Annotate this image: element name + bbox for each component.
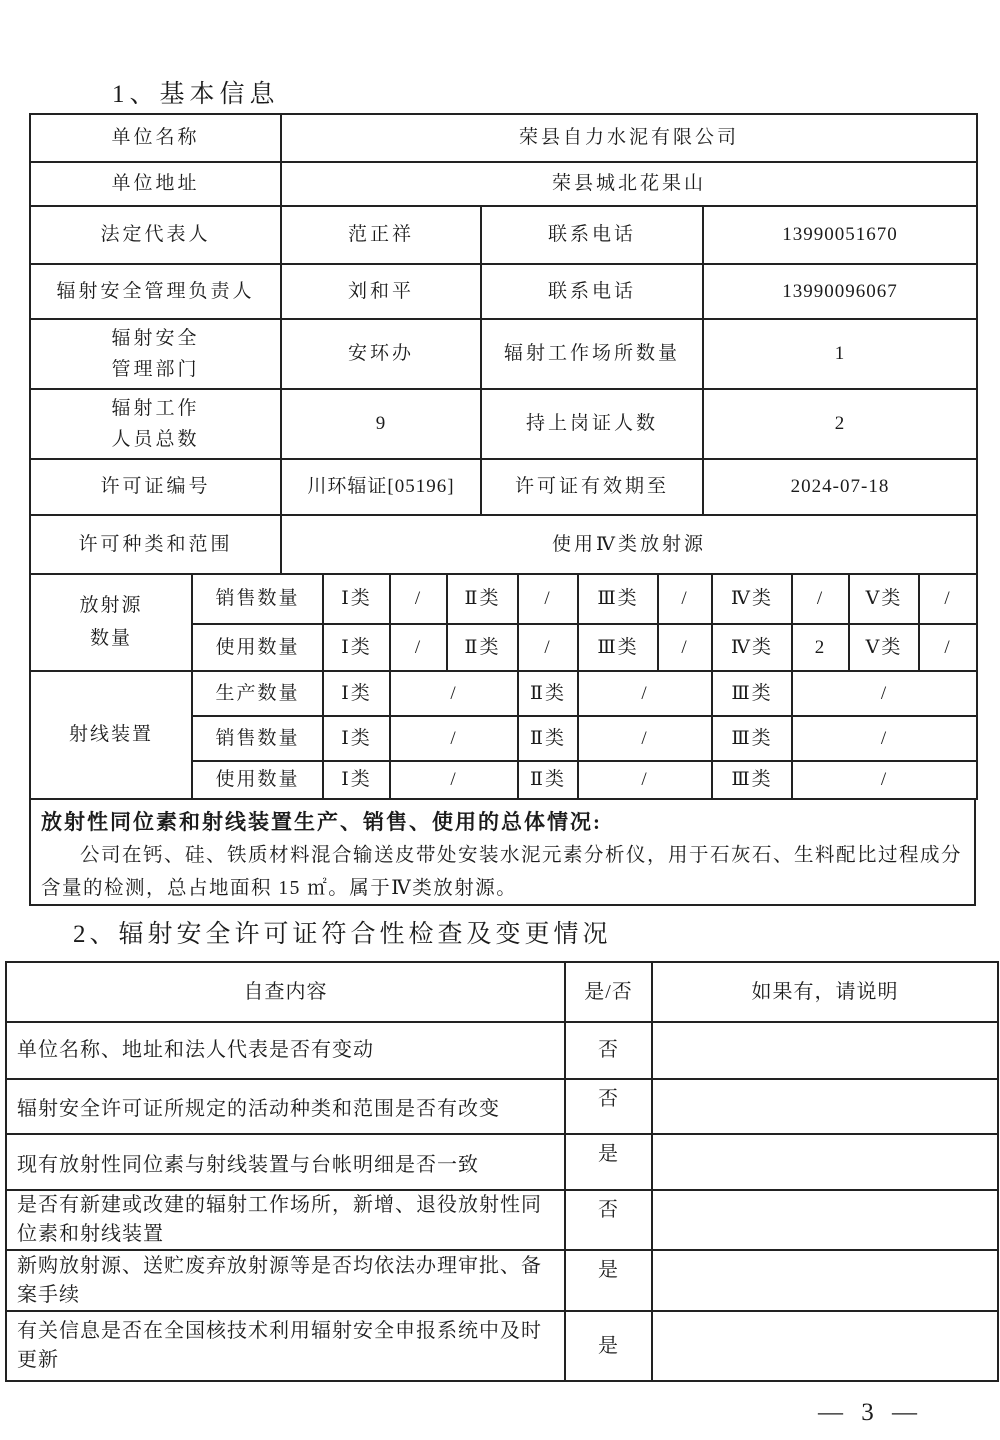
table-row bbox=[30, 319, 977, 389]
class-3-value: / bbox=[792, 761, 977, 799]
self-check-table bbox=[5, 961, 999, 1382]
phone1-value: 13990051670 bbox=[703, 206, 977, 264]
question-text: 现有放射性同位素与射线装置与台帐明细是否一致 bbox=[6, 1134, 565, 1190]
cert-holders-label: 持上岗证人数 bbox=[481, 389, 703, 459]
workers-total-value: 9 bbox=[281, 389, 481, 459]
table-row bbox=[30, 206, 977, 264]
overall-situation-body: 公司在钙、硅、铁质材料混合输送皮带处安装水泥元素分析仪，用于石灰石、生料配比过程成分含量的检测，总占地面积 15 ㎡。属于Ⅳ类放射源。 bbox=[41, 845, 963, 899]
class-2-label: Ⅱ类 bbox=[518, 761, 578, 799]
license-no-label: 许可证编号 bbox=[30, 459, 281, 515]
dept-label-line1: 辐射安全 bbox=[111, 327, 200, 349]
class-1-value: / bbox=[390, 716, 518, 761]
self-check-row bbox=[6, 1311, 998, 1381]
dept-label-line2: 管理部门 bbox=[111, 359, 200, 380]
table-row bbox=[30, 389, 977, 459]
self-check-row bbox=[6, 1190, 998, 1250]
note-cell bbox=[652, 1190, 998, 1250]
class-1-label: Ⅰ类 bbox=[323, 574, 390, 624]
class-1-label: Ⅰ类 bbox=[323, 624, 390, 671]
question-text: 新购放射源、送贮废弃放射源等是否均依法办理审批、备案手续 bbox=[6, 1250, 565, 1311]
class-2-value: / bbox=[518, 624, 578, 671]
page-number: — 3 — bbox=[818, 1399, 918, 1426]
section1-title: 1、基本信息 bbox=[112, 81, 280, 108]
answer-value: 是 bbox=[565, 1134, 652, 1190]
dept-label bbox=[30, 319, 281, 389]
legal-rep-value: 范正祥 bbox=[281, 206, 481, 264]
phone1-label: 联系电话 bbox=[481, 206, 703, 264]
license-scope-label: 许可种类和范围 bbox=[30, 515, 281, 574]
workplace-count-value: 1 bbox=[703, 319, 977, 389]
unit-name-label: 单位名称 bbox=[30, 114, 281, 162]
legal-rep-label: 法定代表人 bbox=[30, 206, 281, 264]
class-1-value: / bbox=[390, 624, 447, 671]
source-group-label bbox=[30, 574, 192, 671]
header-explanation: 如果有，请说明 bbox=[652, 962, 998, 1022]
class-5-label: Ⅴ类 bbox=[849, 574, 919, 624]
device-production-label: 生产数量 bbox=[192, 671, 323, 716]
table-row bbox=[30, 162, 977, 206]
table-row bbox=[30, 114, 977, 162]
safety-manager-value: 刘和平 bbox=[281, 264, 481, 319]
source-device-grid bbox=[29, 573, 978, 800]
class-1-value: / bbox=[390, 761, 518, 799]
class-4-label: Ⅳ类 bbox=[712, 624, 792, 671]
safety-manager-label: 辐射安全管理负责人 bbox=[30, 264, 281, 319]
answer-value: 否 bbox=[565, 1022, 652, 1079]
note-cell bbox=[652, 1311, 998, 1381]
class-2-value: / bbox=[518, 574, 578, 624]
self-check-header-row bbox=[6, 962, 998, 1022]
class-4-value: / bbox=[792, 574, 849, 624]
class-3-value: / bbox=[792, 716, 977, 761]
class-1-label: Ⅰ类 bbox=[323, 671, 390, 716]
answer-value: 否 bbox=[565, 1190, 652, 1250]
class-5-value: / bbox=[919, 624, 977, 671]
class-3-label: Ⅲ类 bbox=[712, 716, 792, 761]
phone2-label: 联系电话 bbox=[481, 264, 703, 319]
note-cell bbox=[652, 1079, 998, 1134]
class-2-label: Ⅱ类 bbox=[518, 671, 578, 716]
workers-total-label bbox=[30, 389, 281, 459]
phone2-value: 13990096067 bbox=[703, 264, 977, 319]
device-sales-label: 销售数量 bbox=[192, 716, 323, 761]
class-1-label: Ⅰ类 bbox=[323, 761, 390, 799]
device-use-label: 使用数量 bbox=[192, 761, 323, 799]
device-production-row bbox=[30, 671, 977, 716]
class-3-label: Ⅲ类 bbox=[712, 761, 792, 799]
workplace-count-label: 辐射工作场所数量 bbox=[481, 319, 703, 389]
source-sales-row bbox=[30, 574, 977, 624]
class-2-label: Ⅱ类 bbox=[518, 716, 578, 761]
source-use-label: 使用数量 bbox=[192, 624, 323, 671]
dept-value: 安环办 bbox=[281, 319, 481, 389]
device-group-label: 射线装置 bbox=[30, 671, 192, 799]
class-4-label: Ⅳ类 bbox=[712, 574, 792, 624]
workers-label-line1: 辐射工作 bbox=[111, 397, 200, 419]
class-2-value: / bbox=[578, 716, 712, 761]
class-2-label: Ⅱ类 bbox=[447, 624, 518, 671]
basic-info-table bbox=[29, 113, 976, 906]
class-1-value: / bbox=[390, 671, 518, 716]
license-scope-value: 使用Ⅳ类放射源 bbox=[281, 515, 977, 574]
class-3-value: / bbox=[792, 671, 977, 716]
question-text: 辐射安全许可证所规定的活动种类和范围是否有改变 bbox=[6, 1079, 565, 1134]
unit-address-value: 荣县城北花果山 bbox=[281, 162, 977, 206]
class-3-label: Ⅲ类 bbox=[578, 574, 658, 624]
table-row bbox=[30, 515, 977, 574]
license-valid-value: 2024-07-18 bbox=[703, 459, 977, 515]
answer-value: 是 bbox=[565, 1250, 652, 1311]
answer-value: 是 bbox=[565, 1311, 652, 1381]
source-sales-label: 销售数量 bbox=[192, 574, 323, 624]
note-cell bbox=[652, 1022, 998, 1079]
question-text: 单位名称、地址和法人代表是否有变动 bbox=[6, 1022, 565, 1079]
source-group-line2: 数量 bbox=[89, 627, 132, 649]
class-5-label: Ⅴ类 bbox=[849, 624, 919, 671]
unit-name-value: 荣县自力水泥有限公司 bbox=[281, 114, 977, 162]
class-5-value: / bbox=[919, 574, 977, 624]
license-valid-label: 许可证有效期至 bbox=[481, 459, 703, 515]
header-yes-no: 是/否 bbox=[565, 962, 652, 1022]
table-row bbox=[30, 459, 977, 515]
overall-situation-heading: 放射性同位素和射线装置生产、销售、使用的总体情况: bbox=[41, 810, 602, 834]
self-check-row bbox=[6, 1134, 998, 1190]
class-3-label: Ⅲ类 bbox=[712, 671, 792, 716]
cert-holders-value: 2 bbox=[703, 389, 977, 459]
class-2-label: Ⅱ类 bbox=[447, 574, 518, 624]
self-check-row bbox=[6, 1250, 998, 1311]
question-text: 有关信息是否在全国核技术利用辐射安全申报系统中及时更新 bbox=[6, 1311, 565, 1381]
question-text: 是否有新建或改建的辐射工作场所，新增、退役放射性同位素和射线装置 bbox=[6, 1190, 565, 1250]
class-1-label: Ⅰ类 bbox=[323, 716, 390, 761]
class-2-value: / bbox=[578, 761, 712, 799]
basic-info-top-grid bbox=[29, 113, 978, 575]
class-2-value: / bbox=[578, 671, 712, 716]
self-check-row bbox=[6, 1079, 998, 1134]
section2-title: 2、辐射安全许可证符合性检查及变更情况 bbox=[73, 921, 612, 948]
workers-label-line2: 人员总数 bbox=[111, 429, 200, 450]
note-cell bbox=[652, 1134, 998, 1190]
class-3-value: / bbox=[658, 624, 712, 671]
class-3-value: / bbox=[658, 574, 712, 624]
license-no-value: 川环辐证[05196] bbox=[281, 459, 481, 515]
answer-value: 否 bbox=[565, 1079, 652, 1134]
note-cell bbox=[652, 1250, 998, 1311]
class-3-label: Ⅲ类 bbox=[578, 624, 658, 671]
self-check-row bbox=[6, 1022, 998, 1079]
unit-address-label: 单位地址 bbox=[30, 162, 281, 206]
header-question: 自查内容 bbox=[6, 962, 565, 1022]
class-1-value: / bbox=[390, 574, 447, 624]
source-group-line1: 放射源 bbox=[79, 595, 143, 617]
class-4-value: 2 bbox=[792, 624, 849, 671]
table-row bbox=[30, 264, 977, 319]
overall-situation-box bbox=[29, 798, 976, 906]
